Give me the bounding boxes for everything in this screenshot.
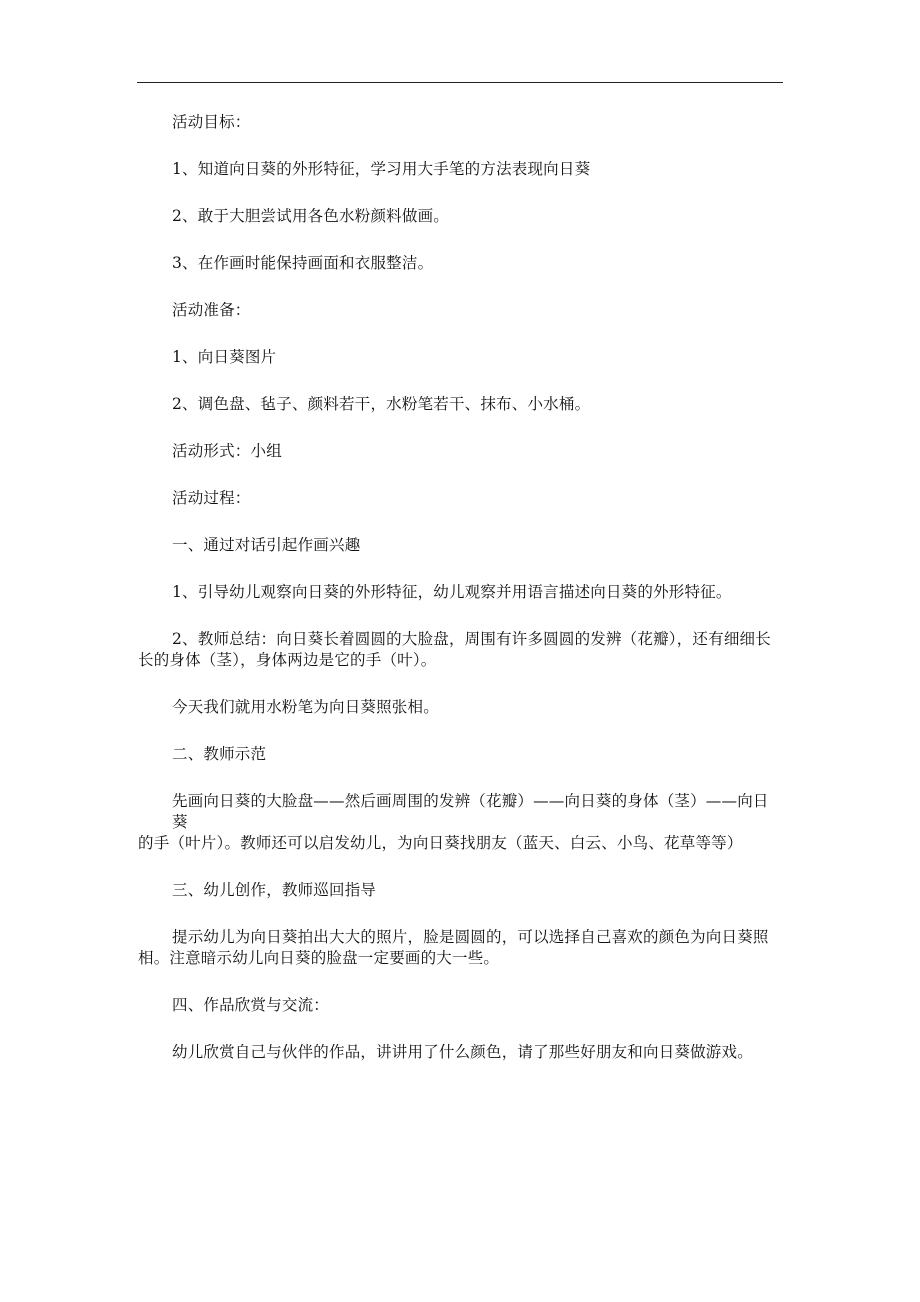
process-step-3: 三、幼儿创作，教师巡回指导 [172,881,377,899]
goal-item-2: 2、敢于大胆尝试用各色水粉颜料做画。 [172,207,449,225]
paragraph-line: 相。注意暗示幼儿向日葵的脸盘一定要画的大一些。 [138,949,500,967]
process-step-1-item-2 [138,629,784,671]
process-step-2-detail [138,791,784,854]
process-step-1: 一、通过对话引起作画兴趣 [172,536,361,554]
heading-preparation: 活动准备： [172,301,251,319]
activity-form: 活动形式：小组 [172,442,282,460]
heading-goals: 活动目标： [172,113,251,131]
process-step-4-detail: 幼儿欣赏自己与伙伴的作品，讲讲用了什么颜色，请了那些好朋友和向日葵做游戏。 [172,1043,753,1061]
process-step-4: 四、作品欣赏与交流： [172,996,330,1014]
heading-process: 活动过程： [172,489,251,507]
prep-item-1: 1、向日葵图片 [172,348,277,366]
document-body [138,112,784,1089]
paragraph-line: 的手（叶片）。教师还可以启发幼儿，为向日葵找朋友（蓝天、白云、小鸟、花草等等） [138,834,743,852]
prep-item-2: 2、调色盘、毡子、颜料若干，水粉笔若干、抹布、小水桶。 [172,395,591,413]
paragraph-line: 长的身体（茎），身体两边是它的手（叶）。 [138,651,437,669]
goal-item-1: 1、知道向日葵的外形特征，学习用大手笔的方法表现向日葵 [172,160,591,178]
goal-item-3: 3、在作画时能保持画面和衣服整洁。 [172,254,434,272]
paragraph-line: 2、教师总结：向日葵长着圆圆的大脸盘，周围有许多圆圆的发辨（花瓣），还有细细长 [172,630,771,648]
process-step-3-detail [138,927,784,969]
header-rule [137,82,783,83]
process-step-2: 二、教师示范 [172,745,267,763]
process-step-1-item-1: 1、引导幼儿观察向日葵的外形特征，幼儿观察并用语言描述向日葵的外形特征。 [172,583,732,601]
paragraph-line: 先画向日葵的大脸盘——然后画周围的发辨（花瓣）——向日葵的身体（茎）——向日葵 [172,792,769,831]
process-step-1-closing: 今天我们就用水粉笔为向日葵照张相。 [172,698,439,716]
paragraph-line: 提示幼儿为向日葵拍出大大的照片，脸是圆圆的，可以选择自己喜欢的颜色为向日葵照 [172,928,769,946]
